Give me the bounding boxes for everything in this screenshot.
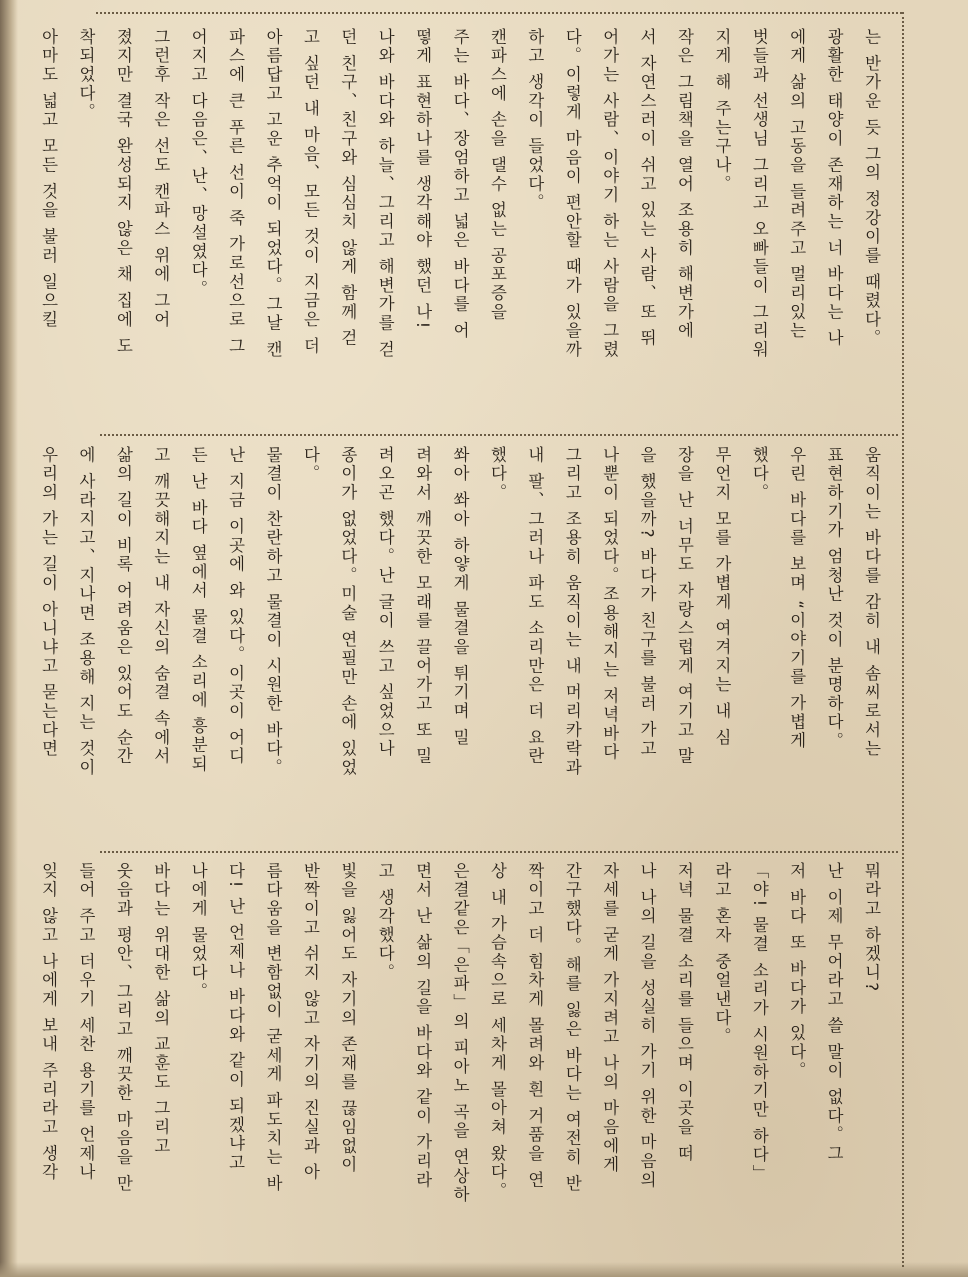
text-line: 간구했다。해를 잃은 바다는 여전히 반 (562, 862, 582, 1194)
text-line: 은결같은「은파」의 피아노 곡을 연상하 (450, 862, 470, 1205)
text-line: 나뿐이 되었다。조용해지는 저녁바다 (600, 446, 620, 763)
text-line: 저녁 물결 소리를 들으며 이곳을 떠 (674, 862, 694, 1164)
text-line: 라고 혼자 중얼낸다。 (712, 862, 732, 1047)
text-line: 작은 그림책을 열어 조용히 해변가에 (674, 28, 694, 341)
text-line: 바다는 위대한 삶의 교훈도 그리고 (151, 862, 171, 1156)
text-line: 고 깨끗해지는 내 자신의 숨결 속에서 (151, 446, 171, 767)
text-line: 내 팔、그러나 파도 소리만은 더 요란 (525, 446, 545, 767)
text-line: 지게 해 주는구나。 (712, 28, 732, 194)
text-line: 고 생각했다。 (375, 862, 395, 983)
text-line: 종이가 없었다。미술 연필만 손에 있었 (338, 446, 358, 778)
text-line: 든 난 바다 옆에서 물결 소리에 흥분되 (188, 446, 208, 774)
text-line: 나 나의 길을 성실히 가기 위한 마음의 (637, 862, 657, 1190)
right-dotted-border (902, 12, 904, 1267)
text-line: 짝이고 더 힘차게 몰려와 흰 거품을 연 (525, 862, 545, 1190)
text-line: 면서 난 삶의 길을 바다와 같이 가리라 (413, 862, 433, 1190)
text-line: 다。이렇게 마음이 편안할 때가 있을까 (562, 28, 582, 360)
text-section-2 (39, 446, 890, 842)
text-line: 캔파스에 손을 댈수 없는 공포증을 (487, 28, 507, 322)
text-line: 주는 바다、장엄하고 넓은 바다를 어 (450, 28, 470, 341)
text-section-3 (39, 862, 890, 1258)
text-line: 착되었다。 (76, 28, 96, 122)
text-line: 잊지 않고 나에게 보내 주리라고 생각 (39, 862, 59, 1183)
text-line: 고 싶던 내 마음、모든 것이 지금은 더 (300, 28, 320, 356)
text-line: 아름답고 고운 추억이 되었다。그날 캔 (263, 28, 283, 360)
text-line: 우린 바다를 보며 “이야기를 가볍게 (787, 446, 807, 751)
text-line: 졌지만 결국 완성되지 않은 채 집에 도 (113, 28, 133, 356)
text-line: 빛을 잃어도 자기의 존재를 끊임없이 (338, 862, 358, 1175)
text-line: 삶의 길이 비록 어려움은 있어도 순간 (113, 446, 133, 767)
vertical-text-block-1 (30, 28, 890, 428)
text-line: 서 자연스러이 쉬고 있는 사람、또 뛰 (637, 28, 657, 349)
text-line: 다。 (300, 446, 320, 484)
text-line: 려와서 깨끗한 모래를 끌어가고 또 밀 (413, 446, 433, 767)
text-section-1 (39, 28, 890, 428)
section-divider-2 (100, 851, 898, 853)
page-bottom-shadow (0, 1262, 968, 1277)
text-line: 자세를 굳게 가지려고 나의 마음에게 (600, 862, 620, 1175)
text-line: 뭐라고 하겠니? (862, 862, 881, 994)
text-line: 들어 주고 더우기 세찬 용기를 언제나 (76, 862, 96, 1183)
text-line: 우리의 가는 길이 아니냐고 묻는다면 (39, 446, 59, 759)
text-line: 어지고 다음은、난、망설였다。 (188, 28, 208, 299)
text-line: 상 내 가슴속으로 세차게 몰아쳐 왔다。 (487, 862, 507, 1201)
text-line: 떻게 표현하나를 생각해야 했던 나! (413, 28, 433, 331)
text-line: 을 했을까? 바다가 친구를 불러 가고 (637, 446, 657, 759)
text-line: 는 반가운 듯 그의 정강이를 때렸다。 (862, 28, 881, 349)
text-line: 그리고 조용히 움직이는 내 머리카락과 (562, 446, 582, 778)
text-line: 그런후 작은 선도 캔파스 위에 그어 (151, 28, 171, 330)
vertical-text-block-3 (30, 862, 890, 1258)
text-line: 난 지금 이곳에 와 있다。이곳이 어디 (226, 446, 246, 767)
text-line: 에 사라지고、지나면 조용해 지는 것이 (76, 446, 96, 778)
top-dotted-border (96, 12, 902, 14)
text-line: 벗들과 선생님 그리고 오빠들이 그리워 (749, 28, 769, 360)
text-line: 나와 바다와 하늘、그리고 해변가를 걷 (375, 28, 395, 360)
text-line: 난 이제 무어라고 쓸 말이 없다。그 (824, 862, 844, 1164)
text-line: 에게 삶의 고동을 들려주고 멀리있는 (787, 28, 807, 341)
vertical-text-block-2 (30, 446, 890, 842)
text-line: 반짝이고 쉬지 않고 자기의 진실과 아 (300, 862, 320, 1183)
text-line: 무언지 모를 가볍게 여겨지는 내 심 (712, 446, 732, 748)
text-line: 했다。 (487, 446, 507, 503)
text-line: 물결이 찬란하고 물결이 시원한 바다。 (263, 446, 283, 778)
text-line: 「야! 물결 소리가 시원하기만 하다」 (749, 862, 769, 1184)
text-line: 쏴아 쏴아 하얗게 물결을 튀기며 밀 (450, 446, 470, 748)
text-line: 려오곤 했다。난 글이 쓰고 싶었으나 (375, 446, 395, 759)
text-line: 름다움을 변함없이 굳세게 파도치는 바 (263, 862, 283, 1194)
page-left-shadow (0, 0, 18, 1277)
text-line: 어가는 사람、이야기 하는 사람을 그렸 (600, 28, 620, 360)
text-line: 했다。 (749, 446, 769, 503)
text-line: 하고 생각이 들었다。 (525, 28, 545, 213)
text-line: 장을 난 너무도 자랑스럽게 여기고 말 (674, 446, 694, 767)
text-line: 광활한 태양이 존재하는 너 바다는 나 (824, 28, 844, 349)
text-line: 던 친구、친구와 심심치 않게 함께 걷 (338, 28, 358, 349)
text-line: 나에게 물었다。 (188, 862, 208, 1002)
text-line: 다! 난 언제나 바다와 같이 되겠냐고 (226, 862, 246, 1173)
section-divider-1 (100, 434, 898, 436)
text-line: 표현하기가 엄청난 것이 분명하다。 (824, 446, 844, 751)
text-line: 움직이는 바다를 감히 내 솜씨로서는 (862, 446, 881, 759)
text-line: 아마도 넓고 모든 것을 불러 일으킬 (39, 28, 59, 330)
text-line: 저 바다 또 바다가 있다。 (787, 862, 807, 1081)
text-line: 파스에 큰 푸른 선이 죽 가로선으로 그 (226, 28, 246, 356)
text-line: 웃음과 평안、그리고 깨끗한 마음을 만 (113, 862, 133, 1194)
